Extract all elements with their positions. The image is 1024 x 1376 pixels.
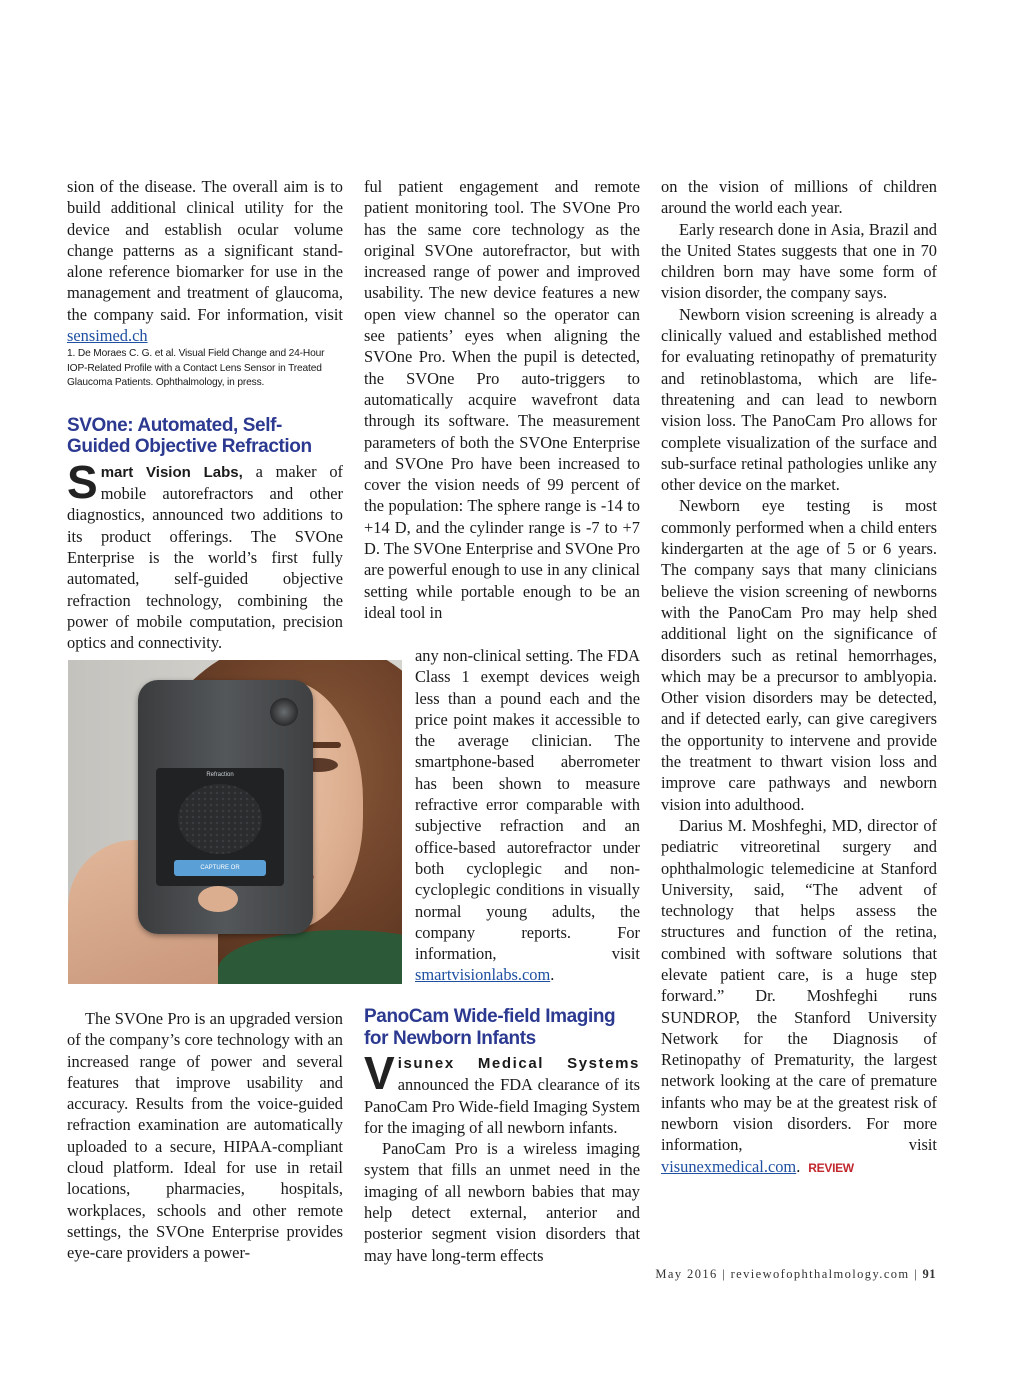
body-paragraph: Newborn eye testing is most commonly performed when a child enters kindergarten at the age of 5 or 6 years. The company says that many clinicians believe the vision screening of newborns with the PanoCam Pro may help shed additional light on the significance of disorders such as retinal hemorrhages, which may be a precursor to amblyopia. Other vision disorders may be detected, and if detected early, can give caregivers the opportunity to intervene and provide the treatment to thwart vision loss and improve care pathways and newborn vision into adulthood. (661, 496, 937, 814)
visunexmedical-link[interactable]: visunexmedical.com (661, 1156, 797, 1176)
column-2-top (364, 176, 640, 623)
svone-heading: SVOne: Automated, Self-Guided Objective Refraction (67, 414, 312, 458)
panocam-lead (364, 1047, 640, 1138)
capture-button: CAPTURE OR (174, 860, 266, 876)
footer-text: May 2016 | reviewofophthalmology.com | (655, 1267, 923, 1281)
reference-note: 1. De Moraes C. G. et al. Visual Field Change and 24-Hour IOP-Related Profile with a Contact Lens Sensor in Treated Glaucoma Patients. Ophthalmology, in press. (67, 348, 325, 389)
company-name: isunex Medical Systems (397, 1055, 640, 1072)
page-number: 91 (922, 1267, 936, 1281)
body-paragraph: The SVOne Pro is an upgraded version of the company’s core technology with an increased range of power and several features that improve usability and accuracy. Results from the voice-guided refraction examination are automatically uploaded to a secure, HIPAA-compliant cloud platform. Ideal for use in retail locations, pharmacies, hospitals, workplaces, schools and other remote settings, the SVOne Enterprise provides eye-care providers a power- (67, 1009, 343, 1263)
panocam-heading: PanoCam Wide-field Imaging for Newborn Infants (364, 1006, 616, 1049)
svone-lead (67, 455, 343, 654)
column-1-bottom (67, 1008, 343, 1264)
screen-title: Refraction (206, 772, 234, 778)
sensimed-link[interactable]: sensimed.ch (67, 326, 148, 346)
body-paragraph: Early research done in Asia, Brazil and the United States suggests that one in 70 children born may have some form of vision disorder, the company says. (661, 219, 937, 303)
body-paragraph: PanoCam Pro is a wireless imaging system that fills an unmet need in the imaging of all newborn babies that may help detect external, anterior and posterior segment vision disorders that may have long-term effects (364, 1139, 640, 1265)
review-end-mark: REVIEW (808, 1160, 854, 1175)
company-name: mart Vision Labs, (100, 463, 243, 481)
product-photo (68, 660, 402, 984)
body-paragraph: Darius M. Moshfeghi, MD, director of pediatric vitreoretinal surgery and ophthalmologic telemedicine at Stanford University, said, “The advent of technology that helps assess the structures and function of the retina, combined with software solutions that elevate patient care, is a huge step forward.” Dr. Moshfeghi runs SUNDROP, the Stanford University Network for the Diagnosis of Retinopathy of Prematurity, the largest network looking at the care of premature infants who may be at the greatest risk of newborn vision disorders. For more information, visit visunexmedical.com. REVIEW (661, 815, 937, 1176)
page-footer (655, 1267, 936, 1282)
body-paragraph: ful patient engagement and remote patient monitoring tool. The SVOne Pro has the same core technology as the original SVOne autorefractor, but with increased range of power and improved usability. The new device features a new open view channel so the operator can see patients’ eyes when aligning the SVOne Pro. When the pupil is detected, the SVOne Pro auto-triggers to automatically acquire wavefront data through its software. The measurement parameters of both the SVOne Enterprise and SVOne Pro have been increased to cover the vision needs of 99 percent of the population: The sphere range is -14 to +14 D, and the cylinder range is -7 to +7 D. The SVOne Enterprise and SVOne Pro are powerful enough to use in any clinical setting while portable enough to be an ideal tool in (364, 177, 641, 622)
body-paragraph: sion of the disease. The overall aim is to build additional clinical utility for the device and establish ocular volume change patterns as a significant stand-alone reference biomarker for use in the management and treatment of glaucoma, the company said. For information, visit sensimed.ch (67, 177, 343, 346)
body-paragraph: isunex Medical Systems announced the FDA clearance of its PanoCam Pro Wide-field Imaging System for the imaging of all newborn infants. (364, 1055, 640, 1137)
drop-cap: V (364, 1047, 395, 1099)
thumb-shape (198, 886, 238, 912)
drop-cap: S (67, 455, 98, 508)
column-2-middle (415, 645, 640, 986)
device-screen (156, 768, 284, 886)
smartvisionlabs-link[interactable]: smartvisionlabs.com (415, 965, 551, 985)
aberrometer-grid (178, 784, 262, 854)
camera-lens-icon (270, 698, 298, 726)
body-paragraph: any non-clinical setting. The FDA Class 1 exempt devices weigh less than a pound each and the price point makes it accessible to the average clinician. The smartphone-based aberrometer has been shown to measure refractive error comparable with subjective refraction and an office-based autorefractor under both cycloplegic and non-cycloplegic conditions in visually normal young adults, the company reports. For information, visit smartvisionlabs.com. (415, 646, 640, 985)
body-paragraph: Newborn vision screening is already a clinically valued and established method for evaluating retinopathy of prematurity and retinoblastoma, which are life-threatening and can lead to newborn vision loss. The PanoCam Pro allows for complete visualization of the surface and sub-surface retinal pathologies unlike any other device on the market. (661, 304, 937, 495)
column-2-bottom (364, 1006, 640, 1266)
body-paragraph: on the vision of millions of children around the world each year. (661, 177, 937, 218)
body-paragraph: mart Vision Labs, a maker of mobile autorefractors and other diagnostics, announced two additions to its product offerings. The SVOne Enterprise is the world’s first fully automated, self-guided objective refraction technology, combining the power of mobile computation, precision optics and connectivity. (67, 461, 343, 653)
column-3 (661, 176, 937, 1179)
column-1-top (67, 176, 343, 654)
